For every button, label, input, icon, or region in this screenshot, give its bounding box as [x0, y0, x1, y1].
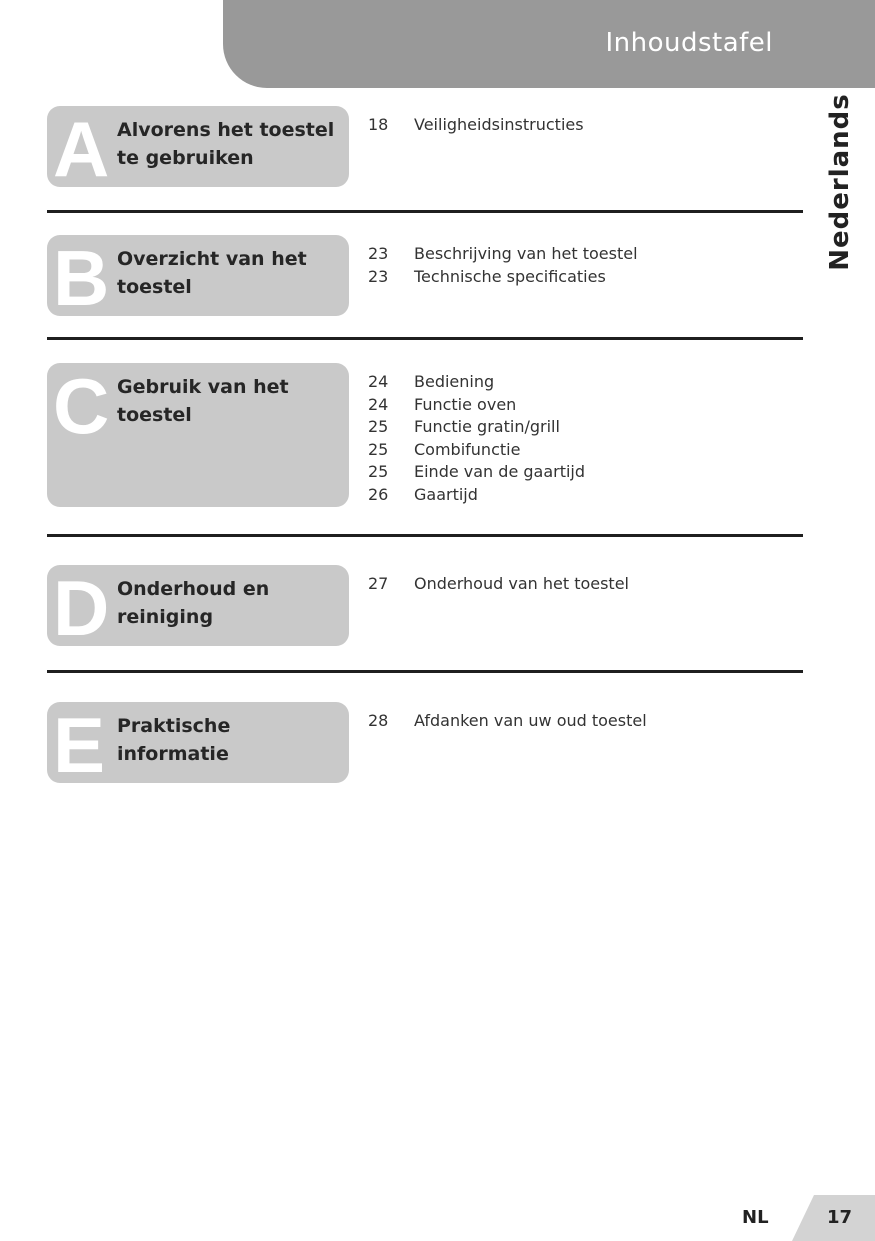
footer-language-code: NL	[742, 1207, 769, 1228]
chapter-letter: D	[53, 564, 110, 652]
toc-page-number: 25	[368, 417, 389, 437]
toc-item[interactable]	[368, 710, 647, 733]
chapter-letter: B	[53, 234, 110, 322]
chapter-title-line: te gebruiken	[117, 147, 254, 169]
toc-item[interactable]	[368, 461, 585, 484]
toc-item-label: Afdanken van uw oud toestel	[414, 711, 647, 730]
toc-item[interactable]	[368, 243, 638, 266]
section-divider	[47, 670, 803, 673]
chapter-title	[117, 245, 347, 301]
toc-page-number: 24	[368, 394, 389, 414]
toc-item-label: Functie oven	[414, 394, 517, 414]
toc-item[interactable]	[368, 573, 629, 596]
chapter-title-line: Overzicht van het	[117, 248, 307, 270]
chapter-title-line: toestel	[117, 276, 192, 298]
toc-item[interactable]	[368, 416, 585, 439]
chapter-title	[117, 575, 347, 631]
toc-page-number: 25	[368, 462, 389, 482]
toc-page-number: 27	[368, 574, 389, 593]
section-divider	[47, 534, 803, 537]
page-title: Inhoudstafel	[605, 28, 773, 58]
toc-page-number: 24	[368, 372, 389, 391]
chapter-title-line: Alvorens het toestel	[117, 119, 335, 141]
toc-list	[368, 710, 647, 733]
chapter-letter: C	[53, 362, 110, 450]
chapter-title-line: toestel	[117, 404, 192, 426]
toc-item[interactable]	[368, 266, 638, 289]
toc-page-number: 23	[368, 244, 389, 263]
toc-item-label: Functie gratin/grill	[414, 417, 560, 437]
toc-page-number: 26	[368, 484, 389, 504]
chapter-box	[47, 234, 349, 322]
toc-item[interactable]	[368, 394, 585, 417]
section-divider	[47, 210, 803, 213]
toc-page-number: 18	[368, 115, 389, 134]
toc-page-number: 28	[368, 711, 389, 730]
section-divider	[47, 337, 803, 340]
toc-item[interactable]	[368, 439, 585, 462]
footer-page-number: 17	[827, 1207, 853, 1228]
chapter-box	[47, 564, 349, 652]
toc-item-label: Einde van de gaartijd	[414, 462, 586, 482]
chapter-title-line: Gebruik van het	[117, 376, 289, 398]
chapter-letter: A	[53, 105, 110, 193]
toc-item-label: Bediening	[414, 372, 495, 391]
chapter-title	[117, 712, 347, 768]
chapter-title-line: reiniging	[117, 606, 214, 628]
chapter-title-line: Onderhoud en	[117, 578, 270, 600]
chapter-letter: E	[53, 701, 106, 789]
toc-item[interactable]	[368, 371, 585, 394]
toc-list	[368, 371, 585, 507]
toc-item-label: Combifunctie	[414, 439, 521, 459]
chapter-box	[47, 105, 349, 193]
toc-list	[368, 114, 584, 137]
chapter-title	[117, 116, 347, 172]
toc-item-label: Veiligheidsinstructies	[414, 115, 584, 134]
header-bar	[223, 0, 875, 88]
toc-page-number: 23	[368, 266, 389, 286]
toc-item-label: Technische specificaties	[414, 266, 606, 286]
chapter-title	[117, 373, 347, 429]
toc-item-label: Onderhoud van het toestel	[414, 574, 629, 593]
toc-list	[368, 243, 638, 288]
chapter-box	[47, 701, 349, 789]
toc-item[interactable]	[368, 114, 584, 137]
toc-item-label: Gaartijd	[414, 484, 478, 504]
toc-item-label: Beschrijving van het toestel	[414, 244, 638, 263]
chapter-title-line: Praktische informatie	[117, 715, 231, 765]
toc-page-number: 25	[368, 439, 389, 459]
toc-list	[368, 573, 629, 596]
side-language-label: Nederlands	[825, 93, 855, 271]
toc-item[interactable]	[368, 484, 585, 507]
chapter-box	[47, 363, 349, 507]
